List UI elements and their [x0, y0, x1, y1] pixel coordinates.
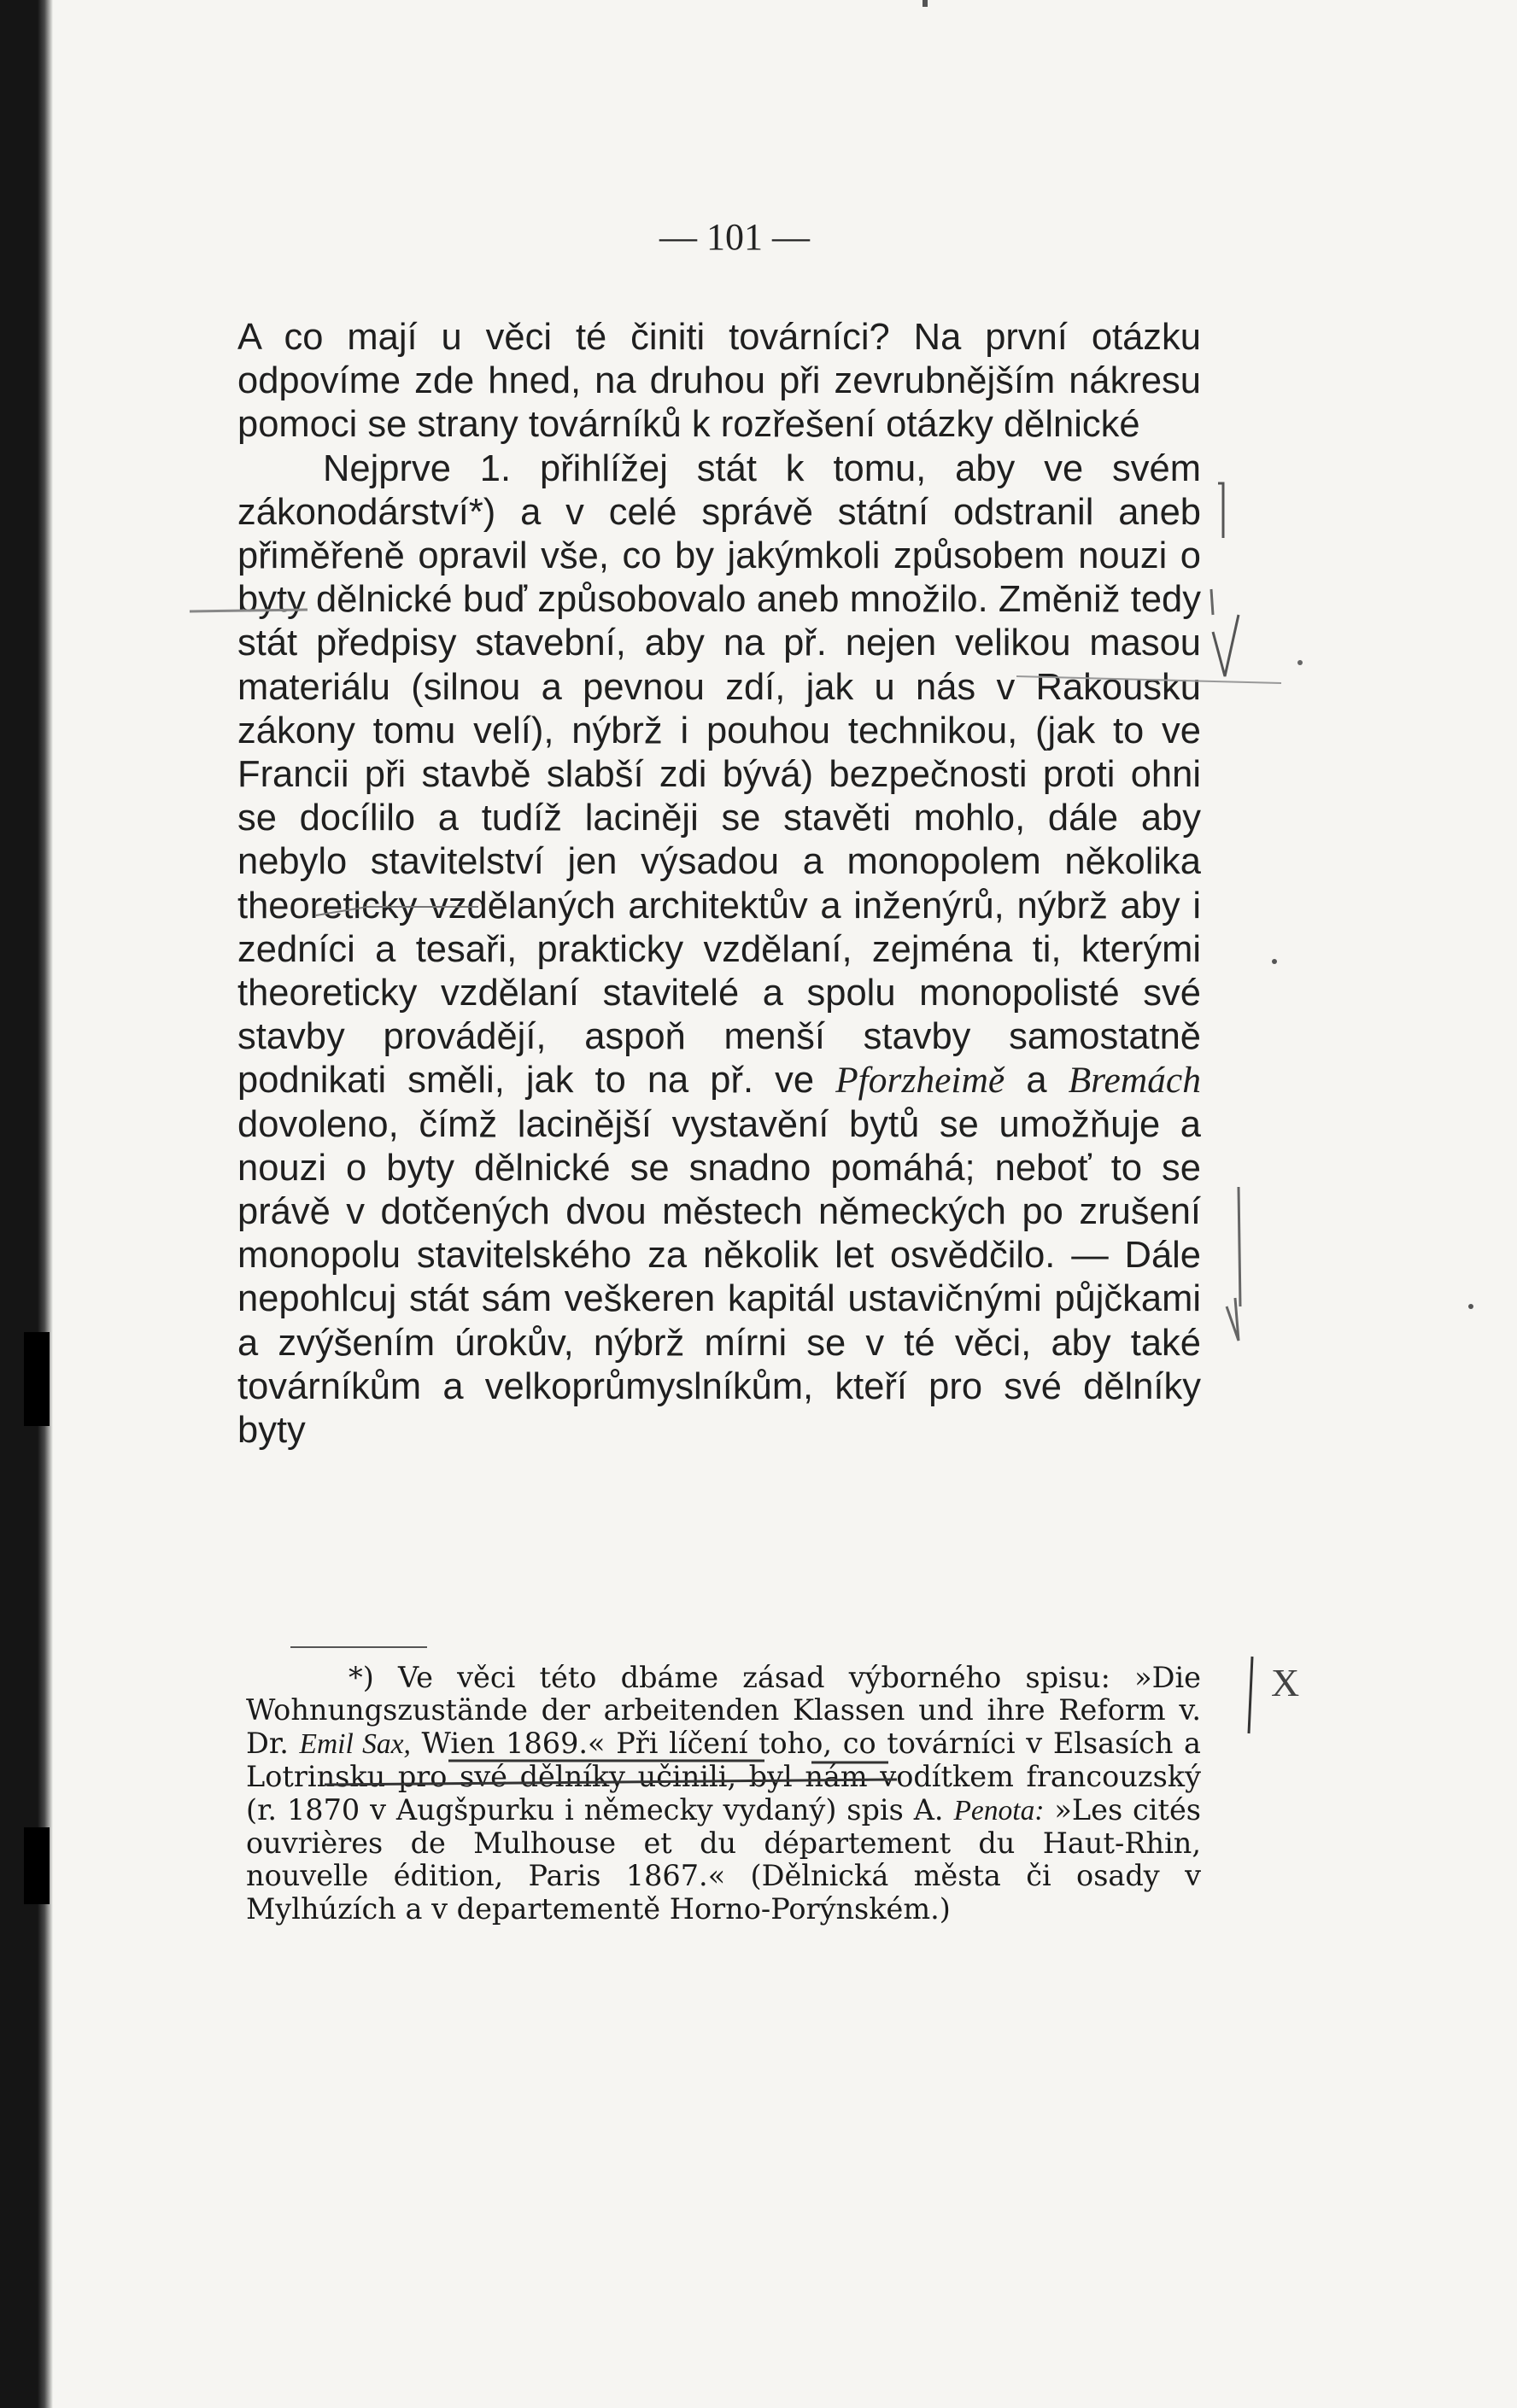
pencil-bracket-top [1218, 483, 1223, 538]
pencil-sideline [1239, 1187, 1240, 1306]
main-text [237, 316, 1201, 1452]
spine-mark [24, 1827, 50, 1904]
footnote-text-cont: Wien 1869.« Při líčení toho, co továrníci v Elsasích a Lotrinsku pro své dělníky učinili, byl nám vodítkem francouzský (r. 1870 v Augšpurku i německy vydaný) spis A. [246, 1726, 1202, 1826]
footnote-text-end: »Les cités ouvrières de Mulhouse et du département du Haut-Rhin, nouvelle édition, Paris 1867.« (Dělnická města či osady v Mylhúzích a v departementě Horno-Porýnském.) [246, 1792, 1201, 1926]
paragraph-2-text-cont: dovoleno, čímž lacinější vystavění bytů se umožňuje a nouzi o byty dělnické se snadno pomáhá; neboť to se právě v dotčených dvou městech německých po zrušení monopolu stavitelského za několik let osvědčilo. — Dále nepohlcuj stát sám veškeren kapitál ustavičnými půjčkami a zvýšením úrokův, nýbrž mírni se v té věci, aby také továrníkům a velkoprůmyslníkům, kteří pro své dělníky byty [237, 1103, 1201, 1452]
paragraph-2-text: Nejprve 1. přihlížej stát k tomu, aby ve svém zákonodárství*) a v celé správě státní odstranil aneb přiměřeně opravil vše, co by jakýmkoli způsobem nouzi o byty dělnické buď způsobovalo aneb množilo. Změniž tedy stát předpisy stavební, aby na př. nejen velikou masou materiálu (silnou a pevnou zdí, jak u nás v Rakousku zákony tomu velí), nýbrž i pouhou technikou, (jak to ve Francii při stavbě slabší zdi bývá) bezpečnosti proti ohni se docílilo a tudíž laciněji se stavěti mohlo, dále aby nebylo stavitelství jen výsadou a monopolem několika theoreticky vzdělaných architektův a inženýrů, nýbrž aby i zedníci a tesaři, prakticky vzdělaní, zejména ti, kterými theoreticky vzdělaní stavitelé a spolu monopolisté své stavby provádějí, aspoň menší stavby samostatně podnikati směli, jak to na př. ve [237, 447, 1201, 1102]
footnote-paragraph [246, 1662, 1201, 1926]
pencil-margin-line [1249, 1657, 1252, 1733]
footnote [246, 1662, 1201, 1926]
footnote-author-penot: Penota: [953, 1794, 1045, 1826]
pencil-sideline-end [1227, 1298, 1239, 1341]
city-bremen: Bremách [1068, 1060, 1201, 1102]
footnote-text: *) Ve věci této dbáme zásad výborného spisu: »Die Wohnungszustände der arbeitenden Klassen und ihre Reform v. Dr. [246, 1661, 1201, 1760]
pencil-check-mark [1213, 615, 1239, 676]
page-number: — 101 — [659, 216, 810, 258]
paper-speck [1297, 660, 1303, 665]
pencil-stroke [1211, 589, 1213, 615]
paper-speck [1272, 959, 1277, 964]
footnote-author-sax: Emil Sax, [299, 1727, 411, 1760]
book-spine-shadow [0, 0, 53, 2408]
city-pforzheim: Pforzheimě [835, 1060, 1005, 1102]
paragraph-2 [237, 447, 1201, 1453]
paper-speck [1468, 1304, 1473, 1309]
spine-mark [24, 1332, 50, 1426]
paragraph-1: A co mají u věci té činiti továrníci? Na první otázku odpovíme zde hned, na druhou při zevrubnějším nákresu pomoci se strany továrníků k rozřešení otázky dělnické [237, 317, 1201, 446]
conjunction: a [1026, 1060, 1047, 1102]
footnote-divider [290, 1646, 427, 1648]
paper-speck [922, 0, 928, 7]
pencil-mark-x: X [1271, 1661, 1300, 1704]
